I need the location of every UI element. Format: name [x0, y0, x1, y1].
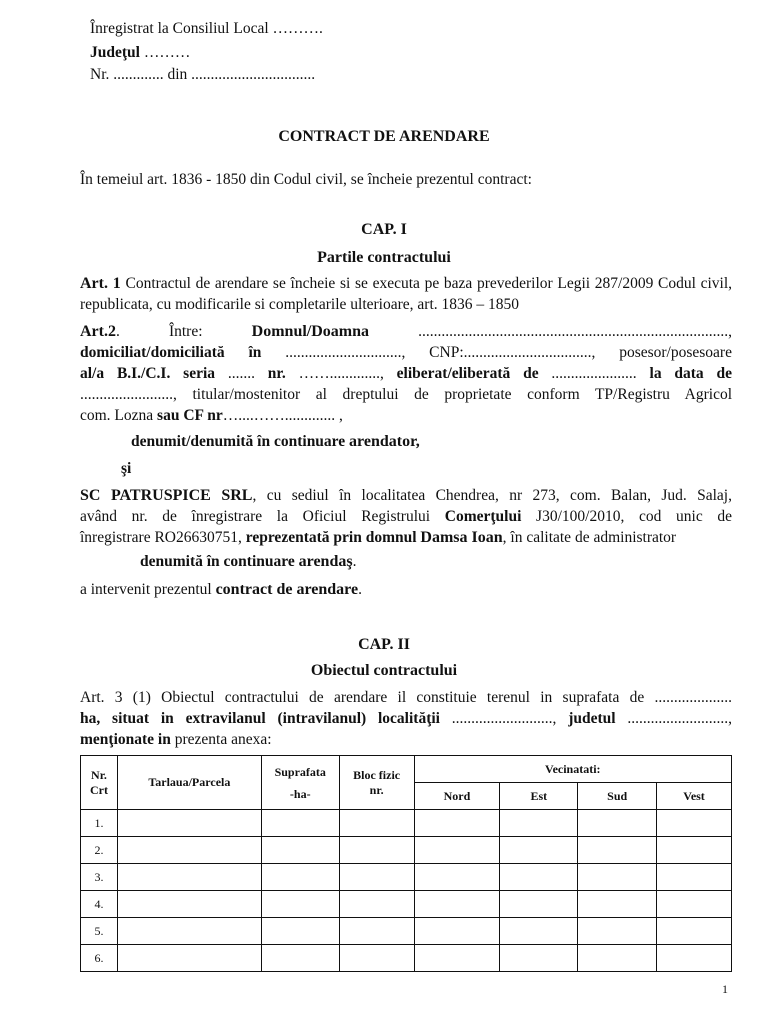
row-number: 2.: [81, 837, 118, 864]
table-row: [81, 864, 732, 891]
chapter-1-subheading: Partile contractului: [317, 249, 451, 266]
table-cell: [339, 945, 414, 972]
company-reg-number: J30/100/2010, cod unic de: [521, 508, 732, 525]
table-cell: [500, 810, 578, 837]
table-cell: [657, 945, 732, 972]
area-label: Suprafata: [274, 764, 326, 779]
commune-text: com. Lozna: [80, 407, 158, 424]
table-cell: [261, 810, 339, 837]
cf-label: sau CF nr: [157, 407, 223, 424]
locality-dots: ..........................,: [439, 710, 569, 727]
article-2-party: Domnul/Doamna: [251, 323, 370, 340]
table-cell: [117, 891, 261, 918]
annex-text: prezenta anexa:: [174, 731, 272, 748]
column-header-nr: Nr. Crt: [81, 756, 118, 810]
id-nr-label: nr.: [267, 365, 286, 382]
article-3-line1: Art. 3 (1) Obiectul contractului de arendare il constituie terenul in suprafata de ....................: [80, 689, 732, 706]
table-row: [81, 810, 732, 837]
table-cell: [261, 837, 339, 864]
table-cell: [117, 918, 261, 945]
lessee-designation-text: denumită în continuare: [140, 553, 299, 570]
article-2-line1-rest: ................................................................................,: [369, 323, 732, 340]
id-series-dots: .......: [215, 365, 268, 382]
table-cell: [339, 837, 414, 864]
table-cell: [261, 864, 339, 891]
document-title: CONTRACT DE ARENDARE: [278, 128, 490, 145]
table-cell: [414, 918, 500, 945]
county-dots: ………: [139, 44, 191, 61]
column-header-vest: Vest: [657, 783, 732, 810]
table-cell: [500, 837, 578, 864]
table-cell: [117, 864, 261, 891]
parcels-table: [80, 755, 732, 972]
county-label-2: judetul: [568, 710, 616, 727]
contract-concluded-line: [80, 580, 362, 600]
county-dots-2: ..........................,: [615, 710, 733, 727]
table-cell: [657, 810, 732, 837]
article-2-between: . Între:: [115, 323, 252, 340]
table-row: [81, 891, 732, 918]
row-number: 1.: [81, 810, 118, 837]
administrator-name: Damsa Ioan: [420, 529, 503, 546]
lessee-designation: [140, 552, 356, 572]
table-cell: [657, 837, 732, 864]
issued-by-label: eliberat/eliberată de: [396, 365, 539, 382]
table-cell: [261, 945, 339, 972]
table-cell: [578, 810, 657, 837]
concluded-text: a intervenit prezentul: [80, 581, 216, 598]
id-nr-dots: …….............,: [285, 365, 397, 382]
lessee-word: arendaş: [298, 553, 353, 570]
table-cell: [414, 810, 500, 837]
and-word: şi: [121, 460, 132, 477]
column-header-neighbors: Vecinatati:: [414, 756, 731, 783]
table-cell: [261, 891, 339, 918]
column-header-parcel: Tarlaua/Parcela: [117, 756, 261, 810]
article-2: [80, 321, 732, 426]
registered-line: Înregistrat la Consiliul Local ……….: [90, 20, 323, 37]
table-row: [81, 945, 732, 972]
company-vat: înregistrare RO26630751,: [80, 529, 246, 546]
commerce-word: Comerţului: [444, 508, 522, 525]
represented-by-label: reprezentată prin domnul: [245, 529, 421, 546]
number-line: Nr. ............. din ................................: [90, 66, 316, 83]
table-cell: [414, 837, 500, 864]
contract-name-bold: contract de arendare: [215, 581, 359, 598]
lessor-designation: [131, 432, 420, 452]
mentioned-label: menţionate in: [80, 731, 175, 748]
company-address: , cu sediul în localitatea Chendrea, nr 273, com. Balan, Jud. Salaj,: [252, 487, 732, 504]
table-row: [81, 837, 732, 864]
lessor-word: arendator,: [349, 433, 420, 450]
county-line: [90, 43, 190, 63]
chapter-2-heading: CAP. II: [358, 636, 410, 653]
table-cell: [578, 891, 657, 918]
table-cell: [339, 810, 414, 837]
page-number: 1: [722, 982, 728, 996]
column-header-block: Bloc fizic nr.: [339, 756, 414, 810]
lessee-dot: .: [352, 553, 357, 570]
owner-line: ........................, titular/mostenitor al dreptului de proprietate conform TP/Registru Agricol: [80, 386, 732, 403]
row-number: 5.: [81, 918, 118, 945]
column-header-sud: Sud: [578, 783, 657, 810]
article-1: [80, 273, 732, 315]
id-series-label: al/a B.I./C.I. seria: [80, 365, 216, 382]
table-cell: [414, 891, 500, 918]
row-number: 6.: [81, 945, 118, 972]
table-cell: [657, 864, 732, 891]
company-reg-text: având nr. de înregistrare la Oficiul Registrului: [80, 508, 445, 525]
domicile-label: domiciliat/domiciliată în: [80, 344, 262, 361]
chapter-1-heading: CAP. I: [361, 221, 407, 238]
administrator-role: , în calitate de administrator: [502, 529, 677, 546]
chapter-2-subheading: Obiectul contractului: [310, 662, 458, 679]
table-cell: [339, 891, 414, 918]
company-name: SC PATRUSPICE SRL: [80, 487, 253, 504]
article-2-label: Art.2: [80, 323, 116, 340]
table-cell: [500, 945, 578, 972]
article-1-label: Art. 1: [80, 275, 121, 292]
article-3: [80, 687, 732, 750]
table-cell: [578, 918, 657, 945]
table-cell: [117, 945, 261, 972]
article-1-text: Contractul de arendare se încheie si se executa pe baza prevederilor Legii 287/2009 Codul civil, republicata, cu modificarile si completarile ulterioare, art. 1836 – 1850: [80, 275, 733, 313]
table-cell: [657, 918, 732, 945]
issue-date-label: la data de: [649, 365, 733, 382]
table-row: [81, 918, 732, 945]
company-paragraph: [80, 485, 732, 548]
location-label: ha, situat in extravilanul (intravilanul) localităţii: [80, 710, 440, 727]
column-header-area: [261, 756, 339, 810]
domicile-rest: .............................., CNP:................................., posesor/posesoare: [261, 344, 732, 361]
table-cell: [339, 918, 414, 945]
table-cell: [500, 918, 578, 945]
table-cell: [657, 891, 732, 918]
row-number: 4.: [81, 891, 118, 918]
table-cell: [414, 864, 500, 891]
table-cell: [500, 864, 578, 891]
table-cell: [117, 810, 261, 837]
table-cell: [414, 945, 500, 972]
table-cell: [117, 837, 261, 864]
cf-dots: …....……............. ,: [222, 407, 343, 424]
table-cell: [261, 918, 339, 945]
county-label: Judeţul: [90, 44, 140, 61]
row-number: 3.: [81, 864, 118, 891]
column-header-nord: Nord: [414, 783, 500, 810]
column-header-est: Est: [500, 783, 578, 810]
table-cell: [578, 945, 657, 972]
table-cell: [578, 837, 657, 864]
issued-by-dots: ......................: [538, 365, 650, 382]
concluded-dot: .: [358, 581, 362, 598]
table-cell: [578, 864, 657, 891]
intro-paragraph: În temeiul art. 1836 - 1850 din Codul civil, se încheie prezentul contract:: [80, 171, 532, 188]
table-cell: [500, 891, 578, 918]
area-unit: -ha-: [289, 786, 311, 801]
table-cell: [339, 864, 414, 891]
lessor-designation-text: denumit/denumită în continuare: [131, 433, 350, 450]
